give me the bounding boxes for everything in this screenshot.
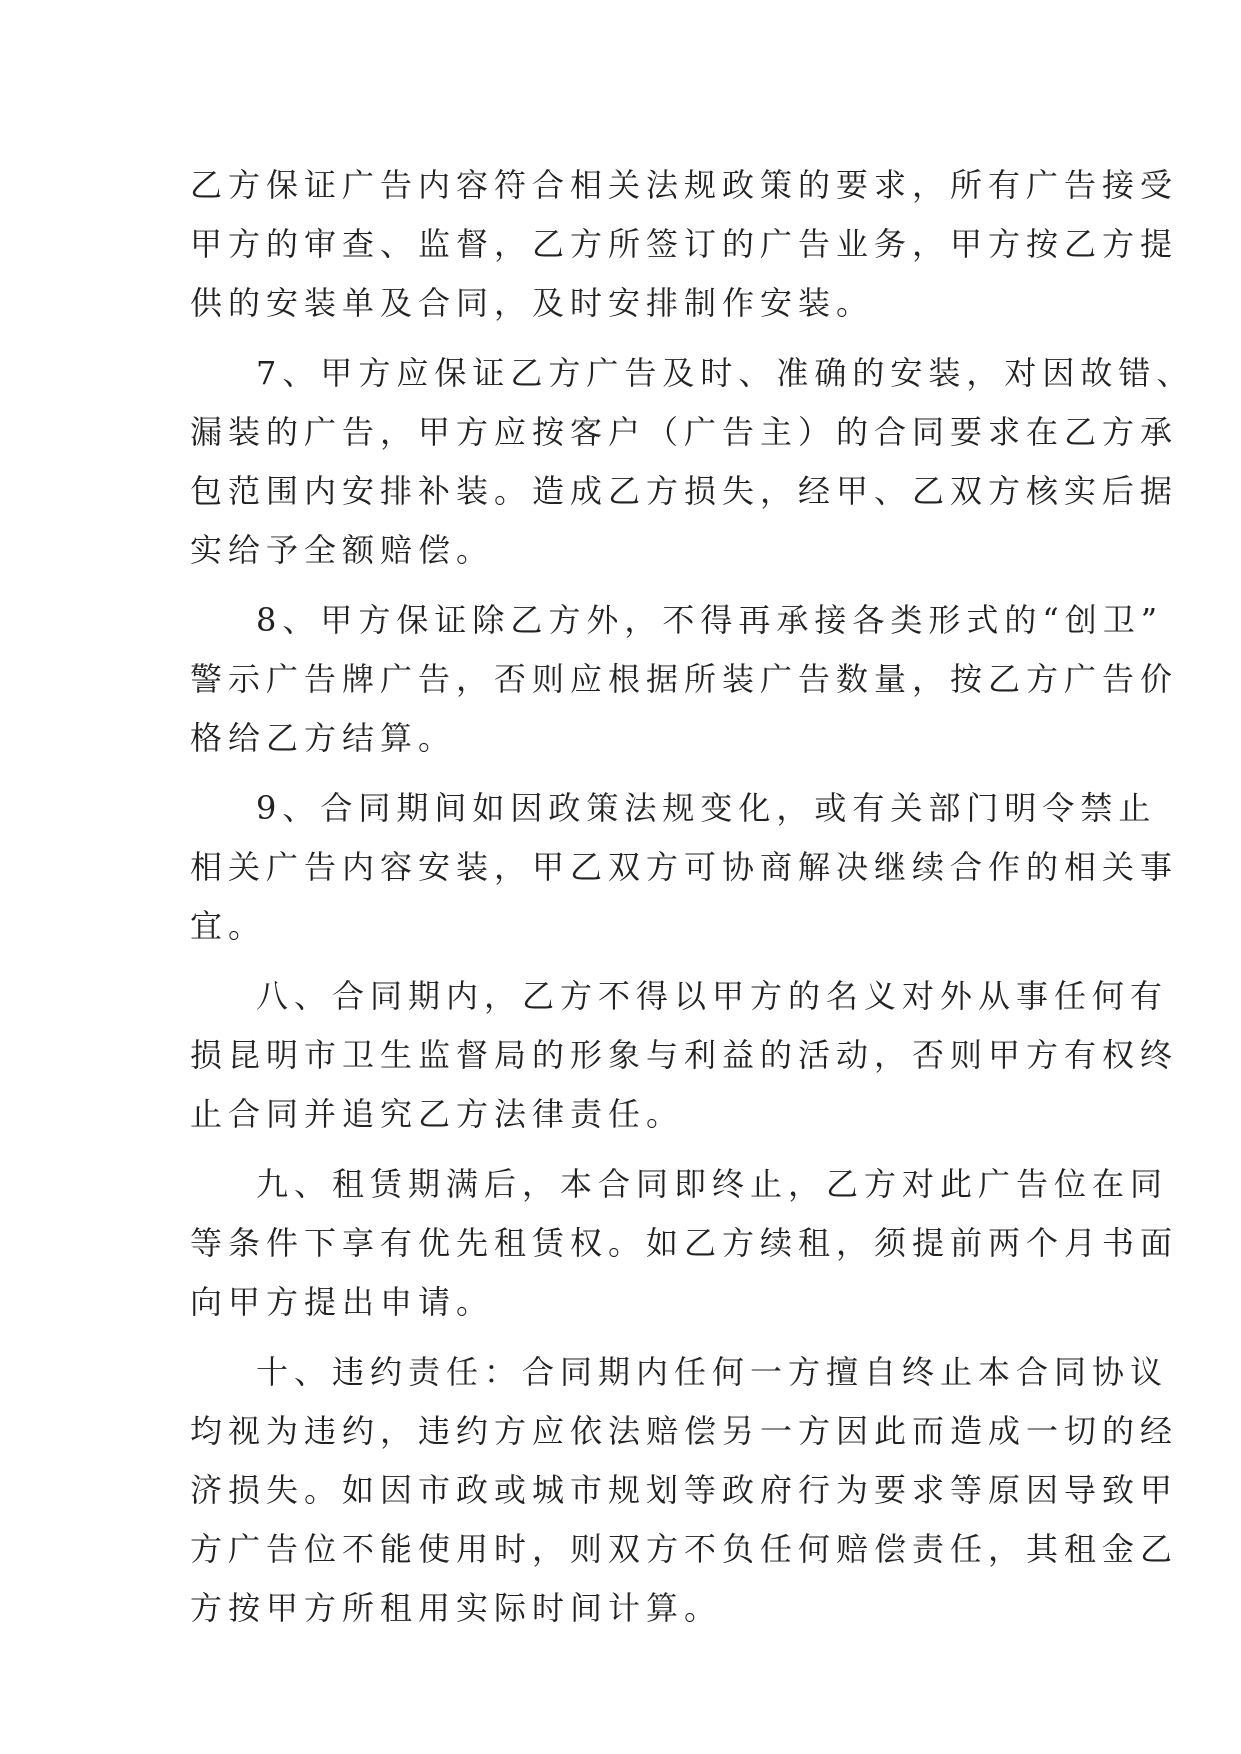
paragraph-gap	[190, 1332, 1050, 1343]
text-line: 8、甲方保证除乙方外，不得再承接各类形式的“创卫”	[256, 601, 1164, 639]
text-line: 方按甲方所租用实际时间计算。	[190, 1589, 723, 1627]
paragraph	[190, 1155, 1179, 1332]
paragraph-gap	[190, 580, 1050, 591]
text-line: 相关广告内容安装，甲乙双方可协商解决继续合作的相关事	[190, 848, 1179, 886]
text-line: 损昆明市卫生监督局的形象与利益的活动，否则甲方有权终	[190, 1036, 1179, 1074]
text-line: 均视为违约，违约方应依法赔偿另一方因此而造成一切的经	[190, 1412, 1179, 1450]
paragraph	[190, 1343, 1179, 1638]
paragraph	[190, 156, 1179, 333]
text-line: 格给乙方结算。	[190, 719, 457, 757]
paragraph-gap	[190, 768, 1050, 779]
paragraph	[190, 344, 1195, 580]
text-line: 向甲方提出申请。	[190, 1283, 495, 1321]
text-line: 乙方保证广告内容符合相关法规政策的要求，所有广告接受	[190, 166, 1179, 204]
paragraph	[190, 779, 1179, 956]
text-line: 9、合同期间如因政策法规变化，或有关部门明令禁止	[256, 789, 1157, 827]
text-line: 止合同并追究乙方法律责任。	[190, 1095, 685, 1133]
text-line: 7、甲方应保证乙方广告及时、准确的安装，对因故错、	[256, 354, 1195, 392]
text-line: 警示广告牌广告，否则应根据所装广告数量，按乙方广告价	[190, 660, 1179, 698]
text-line: 漏装的广告，甲方应按客户（广告主）的合同要求在乙方承	[190, 413, 1179, 451]
text-line: 甲方的审查、监督，乙方所签订的广告业务，甲方按乙方提	[190, 225, 1179, 263]
paragraph-gap	[190, 333, 1050, 344]
document-body	[190, 156, 1195, 1638]
text-line: 实给予全额赔偿。	[190, 531, 495, 569]
text-line: 济损失。如因市政或城市规划等政府行为要求等原因导致甲	[190, 1471, 1179, 1509]
paragraph	[190, 591, 1179, 768]
text-line: 包范围内安排补装。造成乙方损失，经甲、乙双方核实后据	[190, 472, 1179, 510]
text-line: 供的安装单及合同，及时安排制作安装。	[190, 284, 875, 322]
paragraph-gap	[190, 956, 1050, 967]
text-line: 八、合同期内，乙方不得以甲方的名义对外从事任何有	[256, 977, 1169, 1015]
text-line: 九、租赁期满后，本合同即终止，乙方对此广告位在同	[256, 1165, 1169, 1203]
text-line: 等条件下享有优先租赁权。如乙方续租，须提前两个月书面	[190, 1224, 1179, 1262]
text-line: 宜。	[190, 907, 267, 945]
text-line: 方广告位不能使用时，则双方不负任何赔偿责任，其租金乙	[190, 1530, 1179, 1568]
paragraph-gap	[190, 1144, 1050, 1155]
paragraph	[190, 967, 1179, 1144]
text-line: 十、违约责任：合同期内任何一方擅自终止本合同协议	[256, 1353, 1169, 1391]
